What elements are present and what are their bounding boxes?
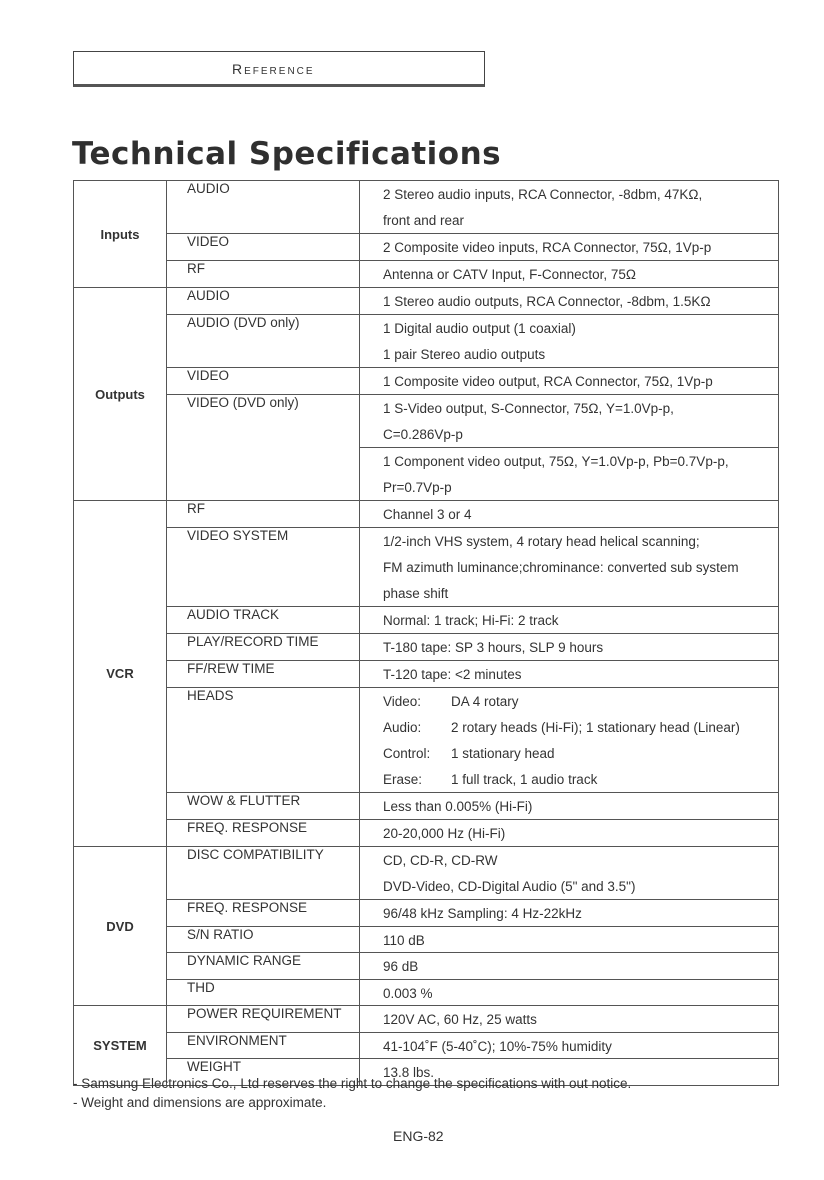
spec-item: FREQ. RESPONSE: [167, 900, 360, 927]
spec-item: HEADS: [167, 688, 360, 793]
spec-value: T-120 tape: <2 minutes: [360, 661, 779, 688]
spec-item: WEIGHT: [167, 1059, 360, 1086]
spec-item: S/N RATIO: [167, 926, 360, 953]
spec-item: THD: [167, 979, 360, 1006]
spec-value: 1 Digital audio output (1 coaxial) 1 pair Stereo audio outputs: [360, 315, 779, 368]
table-row: [74, 368, 779, 395]
footnote: - Weight and dimensions are approximate.: [73, 1095, 327, 1110]
spec-table: [73, 180, 779, 1086]
section-label: Reference: [232, 61, 315, 77]
spec-item: AUDIO: [167, 181, 360, 234]
category-dvd: DVD: [74, 847, 167, 1006]
table-row: [74, 820, 779, 847]
category-system: SYSTEM: [74, 1006, 167, 1086]
table-row: [74, 1006, 779, 1033]
spec-item: DISC COMPATIBILITY: [167, 847, 360, 900]
spec-item: WOW & FLUTTER: [167, 793, 360, 820]
table-row: [74, 847, 779, 900]
spec-value: CD, CD-R, CD-RW DVD-Video, CD-Digital Audio (5" and 3.5"): [360, 847, 779, 900]
spec-value: 1 S-Video output, S-Connector, 75Ω, Y=1.0Vp-p, C=0.286Vp-p 1 Component video output, 75Ω, Y=1.0Vp-p, Pb=0.7Vp-p, Pr=0.7Vp-p: [360, 395, 779, 501]
table-row: [74, 953, 779, 980]
table-row: [74, 315, 779, 368]
table-row: [74, 688, 779, 793]
footnotes: [73, 1074, 631, 1112]
spec-item: POWER REQUIREMENT: [167, 1006, 360, 1033]
spec-value: 1 Composite video output, RCA Connector, 75Ω, 1Vp-p: [360, 368, 779, 395]
spec-value: Antenna or CATV Input, F-Connector, 75Ω: [360, 261, 779, 288]
page-title: Technical Specifications: [72, 136, 502, 172]
spec-item: FF/REW TIME: [167, 661, 360, 688]
category-outputs: Outputs: [74, 288, 167, 501]
spec-item: PLAY/RECORD TIME: [167, 634, 360, 661]
table-row: [74, 395, 779, 501]
table-row: [74, 900, 779, 927]
table-row: [74, 1032, 779, 1059]
spec-item: VIDEO SYSTEM: [167, 528, 360, 607]
category-inputs: Inputs: [74, 181, 167, 288]
spec-value: 41-104˚F (5-40˚C); 10%-75% humidity: [360, 1032, 779, 1059]
spec-item: AUDIO TRACK: [167, 607, 360, 634]
spec-value: 2 Stereo audio inputs, RCA Connector, -8dbm, 47KΩ, front and rear: [360, 181, 779, 234]
spec-item: AUDIO (DVD only): [167, 315, 360, 368]
table-row: [74, 181, 779, 234]
spec-item: RF: [167, 501, 360, 528]
spec-value: T-180 tape: SP 3 hours, SLP 9 hours: [360, 634, 779, 661]
spec-value: 2 Composite video inputs, RCA Connector, 75Ω, 1Vp-p: [360, 234, 779, 261]
spec-value: 0.003 %: [360, 979, 779, 1006]
category-vcr: VCR: [74, 501, 167, 847]
table-row: [74, 607, 779, 634]
spec-item: AUDIO: [167, 288, 360, 315]
table-row: [74, 288, 779, 315]
spec-value: 1/2-inch VHS system, 4 rotary head helical scanning; FM azimuth luminance;chrominance: converted sub system phase shift: [360, 528, 779, 607]
spec-item: RF: [167, 261, 360, 288]
spec-item: VIDEO: [167, 234, 360, 261]
spec-item: VIDEO (DVD only): [167, 395, 360, 501]
page-number: ENG-82: [393, 1128, 444, 1144]
spec-value: 120V AC, 60 Hz, 25 watts: [360, 1006, 779, 1033]
table-row: [74, 234, 779, 261]
spec-value: 13.8 lbs.: [360, 1059, 779, 1086]
spec-value: 96 dB: [360, 953, 779, 980]
table-row: [74, 979, 779, 1006]
table-row: [74, 501, 779, 528]
table-row: [74, 528, 779, 607]
table-row: [74, 634, 779, 661]
table-row: [74, 661, 779, 688]
table-row: [74, 261, 779, 288]
spec-item: VIDEO: [167, 368, 360, 395]
spec-value: Video: DA 4 rotary Audio: 2 rotary heads (Hi-Fi); 1 stationary head (Linear) Control: 1 stationary head Erase: 1 full track, 1 audio track: [360, 688, 779, 793]
reference-header: [73, 51, 485, 87]
spec-value: 110 dB: [360, 926, 779, 953]
spec-item: DYNAMIC RANGE: [167, 953, 360, 980]
table-row: [74, 793, 779, 820]
spec-value: Normal: 1 track; Hi-Fi: 2 track: [360, 607, 779, 634]
spec-item: ENVIRONMENT: [167, 1032, 360, 1059]
footnote: - Samsung Electronics Co., Ltd reserves the right to change the specifications with out notice.: [73, 1076, 632, 1091]
spec-value: 96/48 kHz Sampling: 4 Hz-22kHz: [360, 900, 779, 927]
spec-value: 1 Stereo audio outputs, RCA Connector, -8dbm, 1.5KΩ: [360, 288, 779, 315]
spec-value: Less than 0.005% (Hi-Fi): [360, 793, 779, 820]
table-row: [74, 926, 779, 953]
spec-item: FREQ. RESPONSE: [167, 820, 360, 847]
spec-value: Channel 3 or 4: [360, 501, 779, 528]
spec-value: 20-20,000 Hz (Hi-Fi): [360, 820, 779, 847]
